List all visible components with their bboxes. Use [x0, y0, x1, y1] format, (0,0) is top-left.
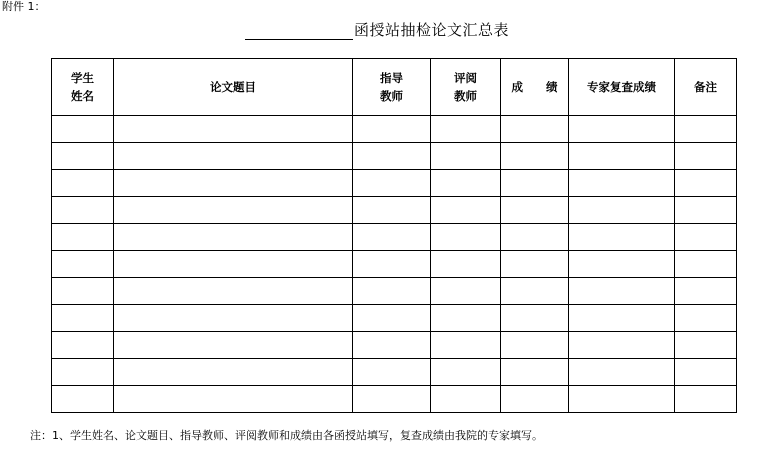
- table-cell: [353, 305, 431, 332]
- header-row: [52, 59, 737, 116]
- table-cell: [675, 305, 737, 332]
- table-cell: [353, 251, 431, 278]
- table-row: [52, 170, 737, 197]
- table-cell: [114, 386, 353, 413]
- table-cell: [431, 170, 501, 197]
- table-cell: [353, 116, 431, 143]
- table-cell: [569, 197, 675, 224]
- table-cell: [114, 143, 353, 170]
- table-cell: [501, 116, 569, 143]
- table-cell: [431, 359, 501, 386]
- table-cell: [353, 386, 431, 413]
- table-cell: [52, 332, 114, 359]
- table-cell: [569, 251, 675, 278]
- station-name-blank: [245, 22, 353, 40]
- table-cell: [569, 143, 675, 170]
- table-cell: [114, 332, 353, 359]
- table-cell: [431, 143, 501, 170]
- table-cell: [431, 332, 501, 359]
- table-cell: [431, 116, 501, 143]
- table-cell: [569, 224, 675, 251]
- table-cell: [501, 359, 569, 386]
- table-row: [52, 224, 737, 251]
- table-cell: [675, 278, 737, 305]
- header-grade: 成 绩: [501, 59, 569, 116]
- table-cell: [353, 359, 431, 386]
- table-cell: [431, 305, 501, 332]
- table-cell: [114, 305, 353, 332]
- table-cell: [675, 170, 737, 197]
- table-cell: [675, 251, 737, 278]
- table-cell: [52, 197, 114, 224]
- table-cell: [353, 278, 431, 305]
- table-cell: [569, 278, 675, 305]
- table-cell: [52, 224, 114, 251]
- table-row: [52, 305, 737, 332]
- table-cell: [52, 359, 114, 386]
- header-reviewer: 评阅 教师: [431, 59, 501, 116]
- table-cell: [501, 278, 569, 305]
- table-cell: [675, 116, 737, 143]
- table-cell: [114, 197, 353, 224]
- header-student-name: 学生 姓名: [52, 59, 114, 116]
- table-cell: [501, 332, 569, 359]
- table-cell: [431, 224, 501, 251]
- table-cell: [353, 197, 431, 224]
- table-cell: [114, 170, 353, 197]
- table-row: [52, 143, 737, 170]
- table-cell: [569, 386, 675, 413]
- table-cell: [52, 116, 114, 143]
- header-remarks: 备注: [675, 59, 737, 116]
- table-cell: [501, 170, 569, 197]
- table-cell: [114, 278, 353, 305]
- table-cell: [675, 359, 737, 386]
- table-cell: [569, 332, 675, 359]
- table-cell: [501, 305, 569, 332]
- table-cell: [431, 386, 501, 413]
- table-cell: [353, 224, 431, 251]
- table-row: [52, 251, 737, 278]
- table-cell: [501, 224, 569, 251]
- table-cell: [675, 143, 737, 170]
- header-thesis-title: 论文题目: [114, 59, 353, 116]
- document-title: 函授站抽检论文汇总表: [354, 21, 510, 39]
- table-row: [52, 116, 737, 143]
- table-cell: [353, 332, 431, 359]
- table-row: [52, 359, 737, 386]
- table-cell: [569, 170, 675, 197]
- table-body: [52, 116, 737, 413]
- table-cell: [675, 224, 737, 251]
- table-cell: [52, 386, 114, 413]
- table-cell: [569, 305, 675, 332]
- annex-label: 附件 1：: [2, 0, 46, 13]
- table-cell: [114, 251, 353, 278]
- table-cell: [353, 170, 431, 197]
- table-cell: [52, 143, 114, 170]
- table-cell: [569, 116, 675, 143]
- header-expert-review-grade: 专家复查成绩: [569, 59, 675, 116]
- table-cell: [501, 251, 569, 278]
- table-cell: [675, 197, 737, 224]
- table-cell: [675, 386, 737, 413]
- header-advisor: 指导 教师: [353, 59, 431, 116]
- table-cell: [52, 170, 114, 197]
- footnote: 注：1、学生姓名、论文题目、指导教师、评阅教师和成绩由各函授站填写，复查成绩由我院的专家填写。: [30, 429, 543, 442]
- table-cell: [114, 116, 353, 143]
- table-cell: [52, 305, 114, 332]
- table-cell: [114, 359, 353, 386]
- table-cell: [569, 359, 675, 386]
- table-cell: [675, 332, 737, 359]
- summary-table: [51, 58, 737, 413]
- table-cell: [501, 197, 569, 224]
- table-row: [52, 332, 737, 359]
- table-cell: [353, 143, 431, 170]
- table-row: [52, 197, 737, 224]
- table-cell: [52, 251, 114, 278]
- table-cell: [52, 278, 114, 305]
- table-row: [52, 278, 737, 305]
- table-cell: [501, 386, 569, 413]
- table-cell: [114, 224, 353, 251]
- table-cell: [431, 251, 501, 278]
- table-row: [52, 386, 737, 413]
- title-row: [245, 20, 509, 40]
- table-cell: [431, 197, 501, 224]
- table-cell: [431, 278, 501, 305]
- table-cell: [501, 143, 569, 170]
